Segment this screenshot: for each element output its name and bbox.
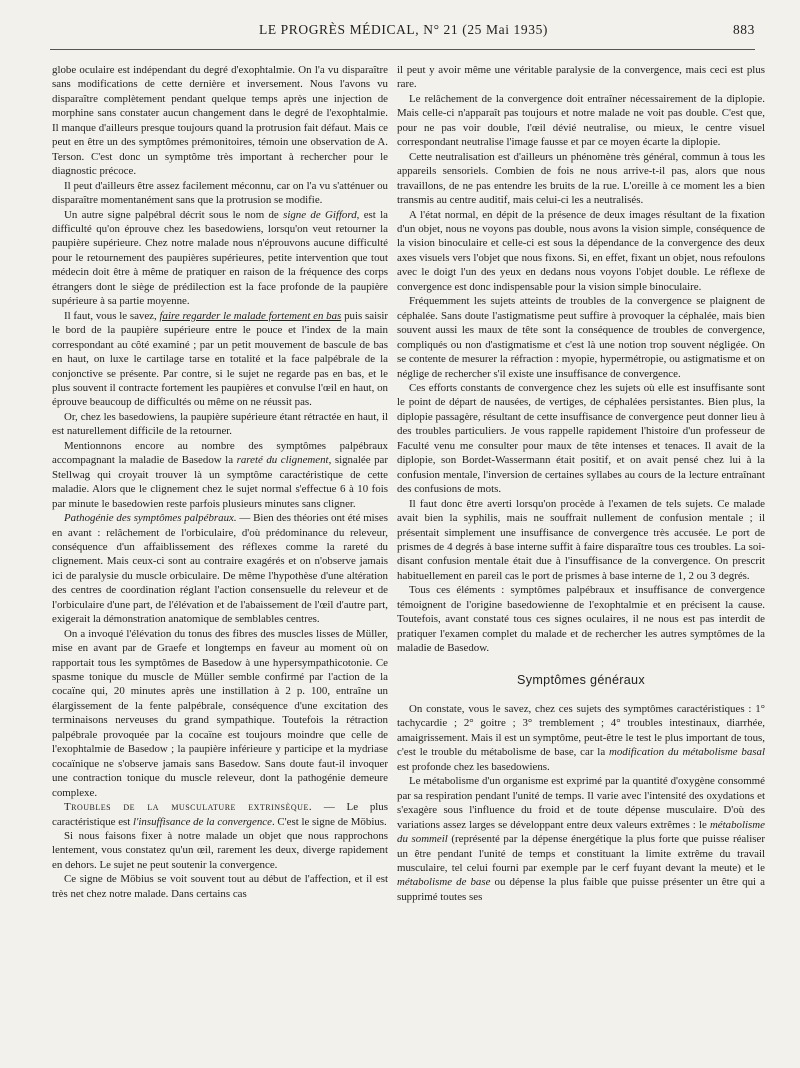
- text-run: — Bien des théories ont été mises en avant : relâchement de l'orbiculaire, d'où prédominance du releveur, conséquence d'un affaiblissement des réflexes comme la rareté du clignement. Mais ceux-ci sont au contraire exagérés et on n'observe jamais ici de paralysie du muscle orbiculaire. De même l'hypothèse d'une altération des centres de coordination réglant l'action consensuelle du releveur et de l'orbiculaire d'une part, de l'élévation et de l'abaissement de l'œil d'autre part, exigerait la démonstration anatomique de semblables centres.: [52, 512, 388, 626]
- paragraph: [397, 774, 765, 904]
- text-run: Le métabolisme d'un organisme est exprimé par la quantité d'oxygène consommé par sa respiration pendant l'unité de temps. Il varie avec l'intensité des oxydations et s'exagère sous l'influence du froid et de toute dépense musculaire. D'où des variations assez larges se développant entre deux valeurs extrêmes : le: [397, 775, 765, 831]
- paragraph: [52, 208, 388, 309]
- emphasis: signe de Gifford: [283, 208, 357, 221]
- text-run: Mentionnons encore au nombre des symptômes palpébraux accompagnant la maladie de Basedow la: [52, 439, 388, 467]
- journal-title: LE PROGRÈS MÉDICAL, N° 21 (25 Mai 1935): [258, 22, 549, 37]
- emphasis: faire regarder le malade fortement en bas: [159, 309, 342, 322]
- paragraph: On a invoqué l'élévation du tonus des fibres des muscles lisses de Müller, mise en avant par de Graefe et longtemps en faveur au moment où on rapportait tous les symptômes de Basedow à une hypersympathicotonie. Ce spasme tonique du muscle de Müller semble confirmé par l'action de la cocaïne qui, 20 minutes après une instillation à 2 p. 100, entraîne un élargissement de la fente palpébrale, conséquence d'une excitation des terminaisons nerveuses du grand sympathique. Toutefois la rétraction palpébrale provoquée par la cocaïne est toujours moindre que celle de l'exophtalmie de Basedow ; la paupière inférieure y participe et la mydriase cocaïnique ne s'observe jamais sans Basedow. Sans doute faut-il invoquer une contraction tonique du muscle releveur, dont la pathogénie demeure complexe.: [52, 627, 388, 799]
- paragraph: Or, chez les basedowiens, la paupière supérieure étant rétractée en haut, il est naturellement difficile de la retourner.: [52, 410, 388, 438]
- paragraph: il peut y avoir même une véritable paralysie de la convergence, mais ceci est plus rare.: [397, 64, 765, 91]
- paragraph: Il faut donc être averti lorsqu'on procède à l'examen de tels sujets. Ce malade avait bien la syphilis, mais ne souffrait nullement de confusion mentale ; il présentait simplement une insuffisance de convergence très accusée. Le port de prismes de 4 degrés à base interne suffit à faire disparaître tous ces troubles. La soi-disant confusion mentale était due à l'insuffisance de la convergence. On prescrit habituellement en pareil cas le port de prismes à base interne de 1, 2 ou 3 degrés.: [397, 497, 765, 582]
- paragraph: Fréquemment les sujets atteints de troubles de la convergence se plaignent de céphalée. Sans doute l'astigmatisme peut suffire à provoquer la céphalée, mais bien souvent aussi les maux de tête sont la conséquence de troubles de convergence, compliqués ou non d'astigmatisme et c'est là une notion trop souvent négligée. On se contente de mesurer la réfraction : myopie, hypermétropie, ou astigmatisme et on néglige de rechercher s'il existe une insuffisance de convergence.: [397, 295, 765, 380]
- subheading: Pathogénie des symptômes palpébraux.: [64, 512, 237, 525]
- right-column: [397, 63, 765, 904]
- text-run: On constate, vous le savez, chez ces sujets des symptômes caractéristiques : 1° tachycardie ; 2° goitre ; 3° tremblement ; 4° troubles intestinaux, diarrhée, amaigrissement. Mais il est un symptôme, peut-être le test le plus important de tous, c'est le trouble du métabolisme de base, car la: [397, 703, 765, 759]
- subheading: Troubles de la musculature extrinsèque.: [64, 801, 313, 814]
- paragraph: A l'état normal, en dépit de la présence de deux images résultant de la fixation d'un objet, nous ne voyons pas double, nous avons la vision simple, conséquence de la vision binoculaire et celle-ci est sous la dépendance de la convergence des deux axes visuels vers l'objet que nous fixons. Si, en effet, fixant un objet, nous refoulons avec le doigt l'un des yeux en dedans nous voyons l'objet double. Le réflexe de convergence est donc indispensable pour la vision simple binoculaire.: [397, 208, 765, 293]
- paragraph: Si nous faisons fixer à notre malade un objet que nous rapprochons lentement, vous constatez qu'un œil, rarement les deux, diverge rapidement en dehors. Le sujet ne peut soutenir la convergence.: [52, 830, 388, 871]
- paragraph: globe oculaire est indépendant du degré d'exophtalmie. On l'a vu disparaître sans modifications de cette dernière et inversement. Nous l'avons vu disparaître complètement pendant quelque temps après une injection de morphine sans constater aucun changement dans le degré de l'exophtalmie. Il manque d'ailleurs presque toujours quand la protrusion fait défaut. Mais ce peut en être un des symptômes prémonitoires, témoin une observation de A. Terson. C'est donc un symptôme très important à rechercher pour le diagnostic précoce.: [52, 64, 388, 178]
- text-run: est profonde chez les basedowiens.: [397, 760, 550, 773]
- emphasis: l'insuffisance de la convergence: [133, 815, 272, 828]
- paragraph: [52, 800, 388, 829]
- paragraph: Ce signe de Möbius se voit souvent tout au début de l'affection, et il est très net chez notre malade. Dans certains cas: [52, 873, 388, 900]
- text-run: , signalée par Stellwag qui croyait trouver là un symptôme caractéristique de cette maladie. Alors que le clignement chez le sujet normal s'effectue 6 à 10 fois par minute le basedowien reste parfois plusieurs minutes sans cligner.: [52, 454, 388, 510]
- header-rule: [50, 49, 755, 50]
- emphasis: métabolisme du sommeil: [397, 818, 765, 846]
- text-run: — Le plus caractéristique est: [52, 801, 388, 828]
- paragraph: [52, 309, 388, 410]
- paragraph: [52, 439, 388, 511]
- paragraph: [52, 511, 388, 627]
- text-run: puis saisir le bord de la paupière supérieure entre le pouce et l'index de la main correspondant au côté examiné ; par un petit mouvement de bascule de bas en haut, on luxe le cartilage tarse en totalité et la face palpébrale de la conjonctive se présente. Par contre, si le sujet ne regarde pas en bas, et le plus souvent il contracte fortement les paupières et convulse l'œil en haut, on éprouve beaucoup de difficultés ou même on ne réussit pas.: [52, 309, 388, 409]
- left-column: [52, 63, 388, 901]
- paragraph: Ces efforts constants de convergence chez les sujets où elle est insuffisante sont le point de départ de nausées, de vertiges, de céphalées persistantes. Bien plus, la diplopie passagère, résultant de cette insuffisance de convergence peut donner lieu à des troubles particuliers. Je vous rappelle rapidement l'histoire d'un professeur de Faculté venu me consulter pour maux de tête intenses et tenaces. Il avait de la diplopie, son Bordet-Wassermann était positif, et on avait pensé chez lui à la confusion mentale, l'inversion de certaines syllabes au cours de la lecture entraînant des confusions de mots.: [397, 381, 765, 496]
- text-run: (représenté par la dépense énergétique la plus forte que puisse réaliser un être pendant l'unité de temps et constituant la limite extrême du travail musculaire, tel celui fourni par exemple par le cerf fuyant devant la meute) et le: [397, 833, 765, 875]
- text-run: , est la difficulté qu'on éprouve chez les basedowiens, lorsqu'on veut retourner la paupière supérieure. Chez notre malade nous n'éprouvons aucune difficulté pour le retournement des paupières supérieures, petite intervention que tout médecin doit être à même de pratiquer en raison de la fréquence des corps étrangers dont le siège de prédilection est la face profonde de la paupière supérieure à sa partie moyenne.: [52, 208, 388, 308]
- text-run: Un autre signe palpébral décrit sous le nom de: [64, 208, 284, 221]
- paragraph: Tous ces éléments : symptômes palpébraux et insuffisance de convergence témoignent de l'origine basedowienne de l'exophtalmie et en précisent la cause. Toutefois, avant constaté tous ces signes oculaires, il ne nous est pas interdit de pratiquer l'examen complet du malade et de rechercher les autres symptômes de la maladie de Basedow.: [397, 584, 765, 655]
- section-title: Symptômes généraux: [517, 672, 645, 687]
- text-run: . C'est le signe de Möbius.: [271, 815, 387, 828]
- emphasis: modification du métabolisme basal: [608, 746, 765, 759]
- paragraph: Cette neutralisation est d'ailleurs un phénomène très général, commun à tous les appareils sensoriels. Combien de fois ne nous arrive-t-il pas, alors que nous travaillons, de ne pas entendre les bruits de la rue. L'oreille à ce moment les a bien transmis au centre auditif, mais celui-ci les a neutralisés.: [397, 150, 765, 207]
- running-header: [52, 22, 755, 46]
- emphasis: rareté du clignement: [236, 454, 329, 467]
- emphasis: métabolisme de base: [397, 876, 491, 889]
- page-number: 883: [732, 22, 755, 37]
- paragraph: [397, 702, 765, 774]
- text-run: ou dépense la plus faible que puisse présenter un être qui a supprimé toutes ses: [397, 876, 765, 903]
- paragraph: Il peut d'ailleurs être assez facilement méconnu, car on l'a vu s'atténuer ou disparaître momentanément sans que la protrusion se modifie.: [52, 179, 388, 207]
- text-run: Il faut, vous le savez,: [64, 309, 160, 322]
- paragraph: Le relâchement de la convergence doit entraîner nécessairement de la diplopie. Mais celle-ci n'apparaît pas toujours et notre malade ne voit pas double. C'est que, pour ne pas voir double, l'œil dévié neutralise, ou mieux, le centre visuel correspondant neutralise l'image fausse et par ce moyen écarte la diplopie.: [397, 92, 765, 149]
